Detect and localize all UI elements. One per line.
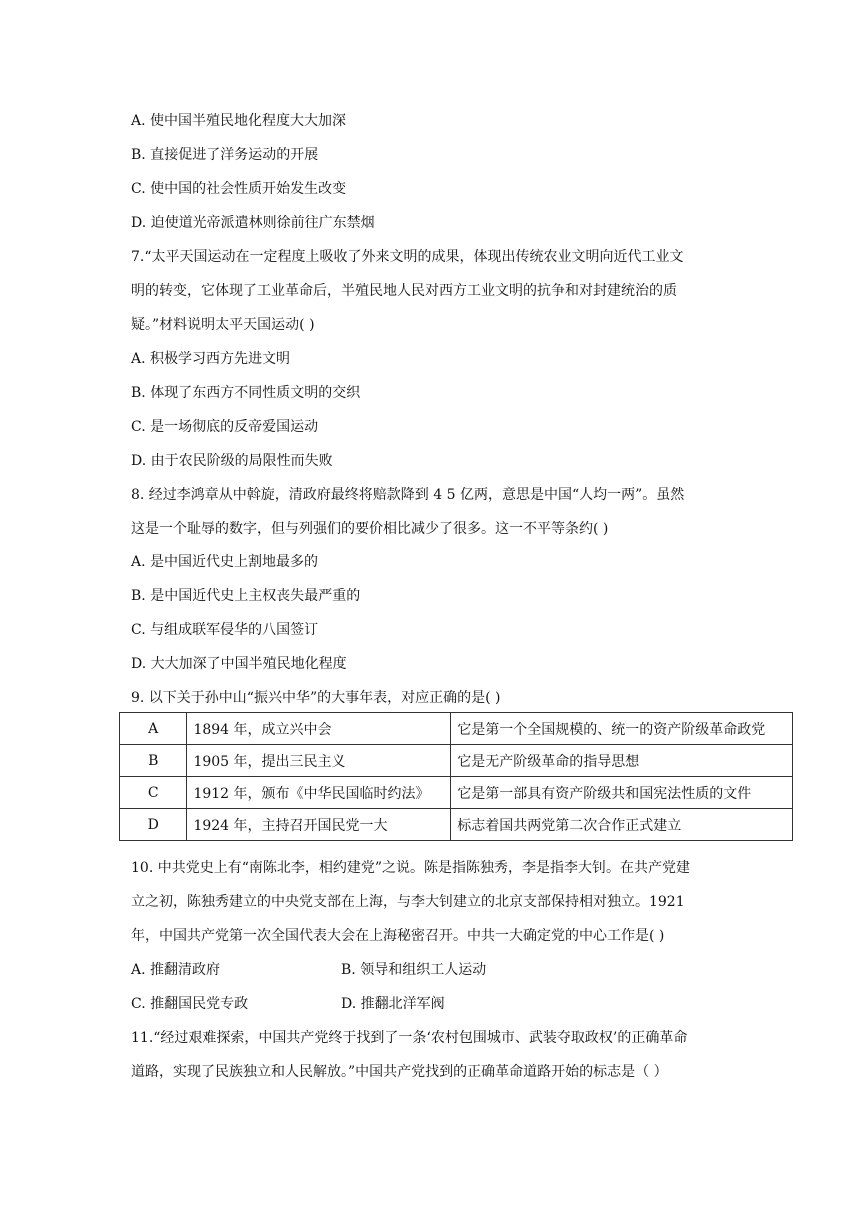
q9-timeline-table xyxy=(119,712,793,841)
q10-option-a: A. 推翻清政府 xyxy=(131,962,221,978)
q8-option-b: B. 是中国近代史上主权丧失最严重的 xyxy=(131,588,361,604)
q11-stem-line-2: 道路，实现了民族独立和人民解放。”中国共产党找到的正确革命道路开始的标志是（ ） xyxy=(131,1064,668,1080)
table-row xyxy=(120,777,793,809)
row-event: 1912 年，颁布《中华民国临时约法》 xyxy=(187,777,451,809)
q6-option-d: D. 迫使道光帝派遣林则徐前往广东禁烟 xyxy=(131,215,375,231)
q7-option-a: A. 积极学习西方先进文明 xyxy=(131,351,291,367)
q8-stem-line-2: 这是一个耻辱的数字，但与列强们的要价相比减少了很多。这一不平等条约( ) xyxy=(131,521,609,537)
q10-option-b: B. 领导和组织工人运动 xyxy=(341,962,487,978)
table-row xyxy=(120,809,793,841)
q7-option-d: D. 由于农民阶级的局限性而失败 xyxy=(131,453,333,469)
q7-stem-line-1: 7.“太平天国运动在一定程度上吸收了外来文明的成果，体现出传统农业文明向近代工业文 xyxy=(131,249,684,265)
row-label: A xyxy=(120,713,187,745)
q7-stem-line-2: 明的转变，它体现了工业革命后，半殖民地人民对西方工业文明的抗争和对封建统治的质 xyxy=(131,283,677,299)
q7-option-b: B. 体现了东西方不同性质文明的交织 xyxy=(131,385,361,401)
q10-option-d: D. 推翻北洋军阀 xyxy=(341,996,445,1012)
q11-stem-line-1: 11.“经过艰难探索，中国共产党终于找到了一条‘农村包围城市、武装夺取政权’的正确革命 xyxy=(131,1030,688,1046)
q8-option-d: D. 大大加深了中国半殖民地化程度 xyxy=(131,656,347,672)
row-description: 标志着国共两党第二次合作正式建立 xyxy=(451,809,793,841)
q10-stem-line-1: 10. 中共党史上有“南陈北李，相约建党”之说。陈是指陈独秀，李是指李大钊。在共产党建 xyxy=(131,860,691,876)
q9-stem: 9. 以下关于孙中山“振兴中华”的大事年表，对应正确的是( ) xyxy=(131,690,501,706)
row-event: 1905 年，提出三民主义 xyxy=(187,745,451,777)
q7-option-c: C. 是一场彻底的反帝爱国运动 xyxy=(131,419,319,435)
row-event: 1894 年，成立兴中会 xyxy=(187,713,451,745)
q10-stem-line-2: 立之初，陈独秀建立的中央党支部在上海，与李大钊建立的北京支部保持相对独立。1921 xyxy=(131,894,685,910)
table-row xyxy=(120,713,793,745)
q10-stem-line-3: 年，中国共产党第一次全国代表大会在上海秘密召开。中共一大确定党的中心工作是( ) xyxy=(131,928,665,944)
row-description: 它是无产阶级革命的指导思想 xyxy=(451,745,793,777)
q10-option-c: C. 推翻国民党专政 xyxy=(131,996,249,1012)
q6-option-c: C. 使中国的社会性质开始发生改变 xyxy=(131,181,347,197)
row-description: 它是第一部具有资产阶级共和国宪法性质的文件 xyxy=(451,777,793,809)
row-description: 它是第一个全国规模的、统一的资产阶级革命政党 xyxy=(451,713,793,745)
q6-option-b: B. 直接促进了洋务运动的开展 xyxy=(131,147,319,163)
q6-option-a: A. 使中国半殖民地化程度大大加深 xyxy=(131,113,347,129)
q8-option-a: A. 是中国近代史上割地最多的 xyxy=(131,554,319,570)
q8-option-c: C. 与组成联军侵华的八国签订 xyxy=(131,622,319,638)
row-label: D xyxy=(120,809,187,841)
q8-stem-line-1: 8. 经过李鸿章从中斡旋，清政府最终将赔款降到 4 5 亿两，意思是中国“人均一两”。虽然 xyxy=(131,487,685,503)
table-row xyxy=(120,745,793,777)
row-label: B xyxy=(120,745,187,777)
row-label: C xyxy=(120,777,187,809)
row-event: 1924 年，主持召开国民党一大 xyxy=(187,809,451,841)
q7-stem-line-3: 疑。”材料说明太平天国运动( ) xyxy=(131,317,315,333)
